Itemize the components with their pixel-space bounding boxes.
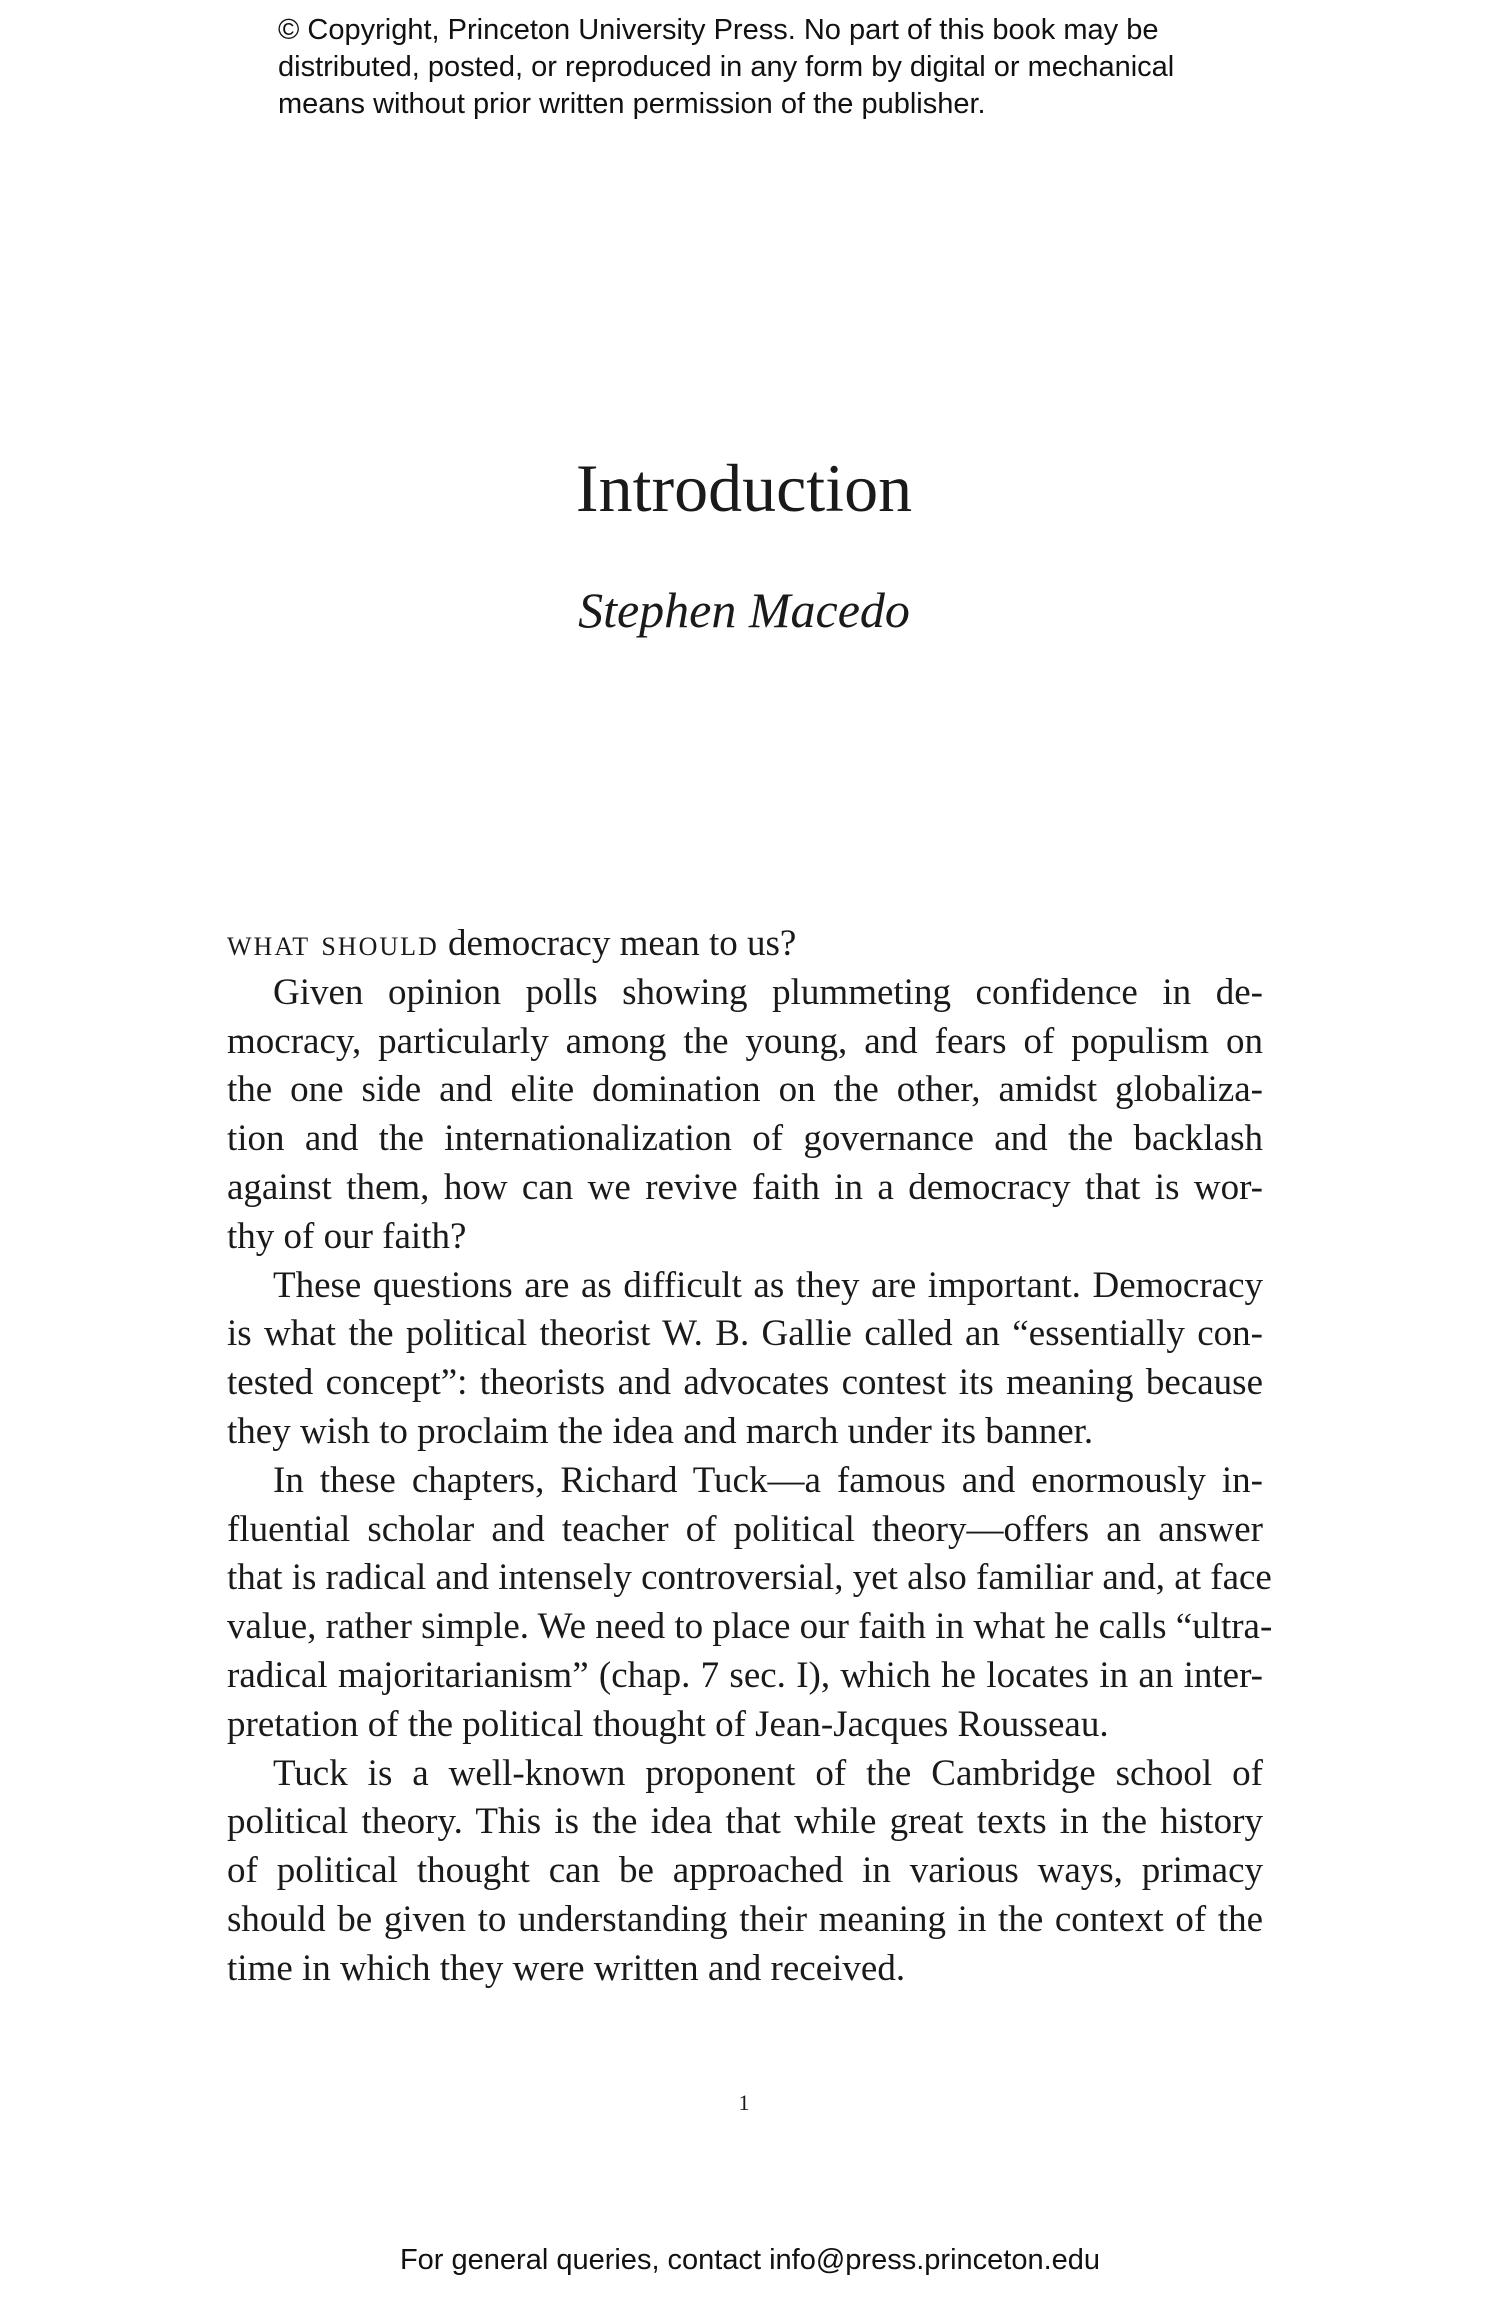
text-line: In these chapters, Richard Tuck—a famous and enormously in- <box>273 1459 1263 1501</box>
text-line: is what the political theorist W. B. Gallie called an “essentially con- <box>227 1313 1263 1355</box>
text-line: Tuck is a well-known proponent of the Cambridge school of <box>273 1752 1263 1794</box>
text-line: radical majoritarianism” (chap. 7 sec. I), which he locates in an inter- <box>227 1654 1263 1696</box>
copyright-line: © Copyright, Princeton University Press. No part of this book may be <box>278 14 1159 46</box>
paragraph <box>227 969 1263 1262</box>
text-line: These questions are as difficult as they are important. Democracy <box>273 1264 1263 1306</box>
chapter-author: Stephen Macedo <box>578 582 910 638</box>
text-line: value, rather simple. We need to place our faith in what he calls “ultra- <box>227 1606 1273 1648</box>
copyright-notice <box>278 12 1258 123</box>
text-line: against them, how can we revive faith in a democracy that is wor- <box>227 1166 1263 1208</box>
text-line: time in which they were written and received. <box>227 1947 906 1989</box>
opening-smallcaps: what should <box>227 923 439 964</box>
text-line: fluential scholar and teacher of political theory—offers an answer <box>227 1508 1263 1550</box>
page-number: 1 <box>738 2090 750 2115</box>
paragraph <box>227 1457 1273 1750</box>
paragraph <box>227 1750 1263 1994</box>
text-line: mocracy, particularly among the young, and fears of populism on <box>227 1020 1263 1062</box>
body-text <box>227 920 1273 1994</box>
footer-contact: For general queries, contact info@press.princeton.edu <box>399 2244 1101 2276</box>
opening-line <box>227 920 1263 969</box>
copyright-line: means without prior written permission of the publisher. <box>278 88 986 120</box>
text-line: that is radical and intensely controversial, yet also familiar and, at face <box>227 1557 1272 1599</box>
text-line: tested concept”: theorists and advocates contest its meaning because <box>227 1362 1263 1404</box>
text-line: tion and the internationalization of governance and the backlash <box>227 1118 1263 1160</box>
text-line: democracy mean to us? <box>438 923 797 964</box>
text-line: the one side and elite domination on the other, amidst globaliza- <box>227 1069 1263 1111</box>
text-line: thy of our faith? <box>227 1215 467 1257</box>
text-line: Given opinion polls showing plummeting confidence in de- <box>273 971 1263 1013</box>
paragraph <box>227 1262 1263 1457</box>
text-line: political theory. This is the idea that while great texts in the history <box>227 1801 1263 1843</box>
copyright-line: distributed, posted, or reproduced in any form by digital or mechanical <box>278 51 1175 83</box>
text-line: they wish to proclaim the idea and march under its banner. <box>227 1410 1094 1452</box>
text-line: of political thought can be approached in various ways, primacy <box>227 1850 1263 1892</box>
text-line: should be given to understanding their meaning in the context of the <box>227 1898 1263 1940</box>
chapter-title: Introduction <box>575 450 913 526</box>
text-line: pretation of the political thought of Jean-Jacques Rousseau. <box>227 1703 1109 1745</box>
